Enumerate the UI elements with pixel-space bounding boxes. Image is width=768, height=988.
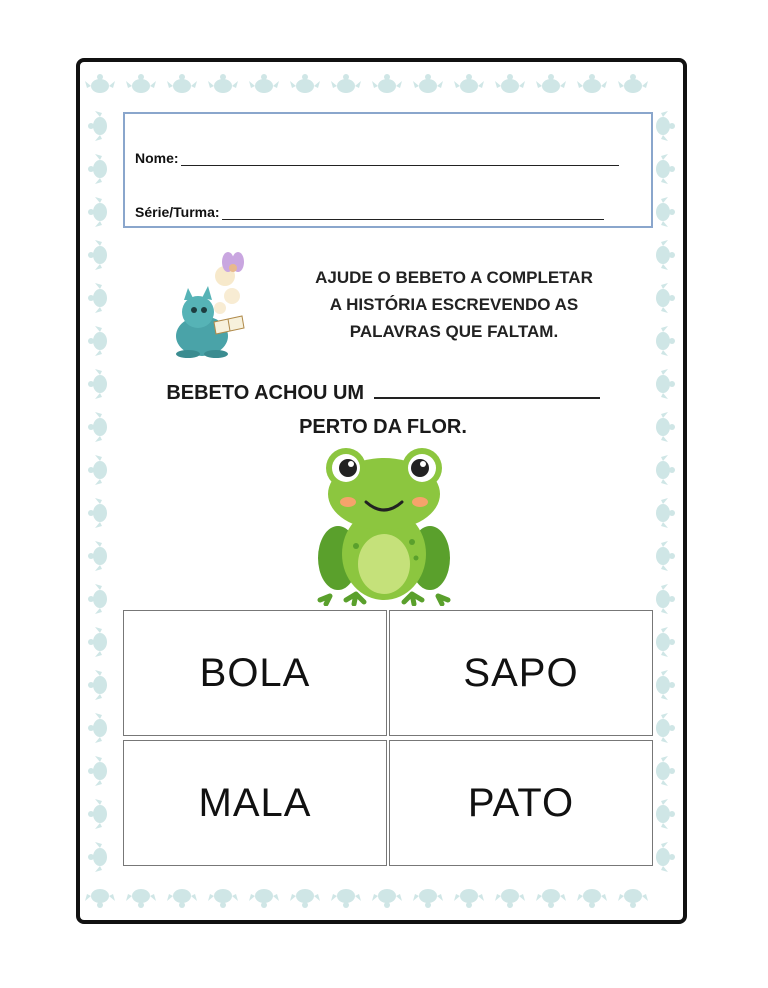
border-motif (536, 889, 566, 908)
border-motif (88, 756, 107, 786)
border-motif (290, 74, 320, 93)
border-motif (126, 74, 156, 93)
border-motif (208, 889, 238, 908)
fill-in-sentence (110, 376, 656, 444)
border-motif (88, 541, 107, 571)
choice-mala[interactable]: MALA (123, 740, 387, 866)
border-motif (656, 412, 675, 442)
border-motif (656, 627, 675, 657)
border-motif (88, 111, 107, 141)
border-motif (656, 326, 675, 356)
mascot-reading-illustration (170, 248, 260, 358)
choice-pato[interactable]: PATO (389, 740, 653, 866)
border-motif (85, 74, 115, 93)
choice-sapo[interactable]: SAPO (389, 610, 653, 736)
border-motif (167, 889, 197, 908)
border-motif (372, 889, 402, 908)
answer-blank[interactable] (374, 379, 600, 399)
border-motif (656, 670, 675, 700)
border-motif (88, 627, 107, 657)
border-motif (290, 889, 320, 908)
border-motif (88, 240, 107, 270)
choice-bola[interactable]: BOLA (123, 610, 387, 736)
border-motif (126, 889, 156, 908)
class-line[interactable] (222, 205, 604, 220)
worksheet-page (76, 58, 687, 924)
border-motif (656, 842, 675, 872)
instruction-line-3: PALAVRAS QUE FALTAM. (349, 322, 559, 341)
border-motif (656, 111, 675, 141)
border-motif (372, 74, 402, 93)
border-motif (656, 455, 675, 485)
name-field[interactable] (135, 150, 619, 166)
border-motif (88, 197, 107, 227)
border-motif (618, 74, 648, 93)
border-motif (454, 889, 484, 908)
border-motif (88, 498, 107, 528)
border-motif (656, 584, 675, 614)
border-motif (536, 74, 566, 93)
class-field[interactable] (135, 204, 604, 220)
border-motif (413, 74, 443, 93)
border-motif (88, 670, 107, 700)
border-motif (656, 197, 675, 227)
border-motif (88, 455, 107, 485)
border-motif (413, 889, 443, 908)
border-motif (167, 74, 197, 93)
border-motif (88, 799, 107, 829)
student-info-box (123, 112, 653, 228)
instruction-text (278, 264, 630, 345)
border-motif (208, 74, 238, 93)
border-motif (88, 369, 107, 399)
border-motif (656, 541, 675, 571)
border-motif (88, 154, 107, 184)
border-motif (495, 889, 525, 908)
name-label: Nome: (135, 150, 179, 166)
sentence-part-2: PERTO DA FLOR. (299, 416, 467, 438)
instruction-line-2: A HISTÓRIA ESCREVENDO AS (329, 295, 579, 314)
border-motif (331, 889, 361, 908)
instruction-line-1: AJUDE O BEBETO A COMPLETAR (315, 268, 593, 287)
border-motif (88, 584, 107, 614)
border-motif (88, 283, 107, 313)
border-motif (656, 799, 675, 829)
border-motif (577, 74, 607, 93)
border-motif (656, 154, 675, 184)
border-motif (656, 240, 675, 270)
border-motif (88, 842, 107, 872)
word-choices-grid (123, 610, 655, 866)
border-motif (577, 889, 607, 908)
border-motif (331, 74, 361, 93)
border-motif (656, 283, 675, 313)
border-motif (88, 713, 107, 743)
border-motif (656, 756, 675, 786)
border-motif (249, 889, 279, 908)
border-motif (656, 713, 675, 743)
frog-illustration (316, 446, 452, 606)
border-motif (85, 889, 115, 908)
name-line[interactable] (181, 151, 619, 166)
border-motif (88, 412, 107, 442)
border-motif (495, 74, 525, 93)
sentence-part-1: BEBETO ACHOU UM (166, 382, 365, 404)
border-motif (454, 74, 484, 93)
class-label: Série/Turma: (135, 204, 220, 220)
border-motif (249, 74, 279, 93)
border-motif (656, 498, 675, 528)
border-motif (656, 369, 675, 399)
border-motif (618, 889, 648, 908)
border-motif (88, 326, 107, 356)
